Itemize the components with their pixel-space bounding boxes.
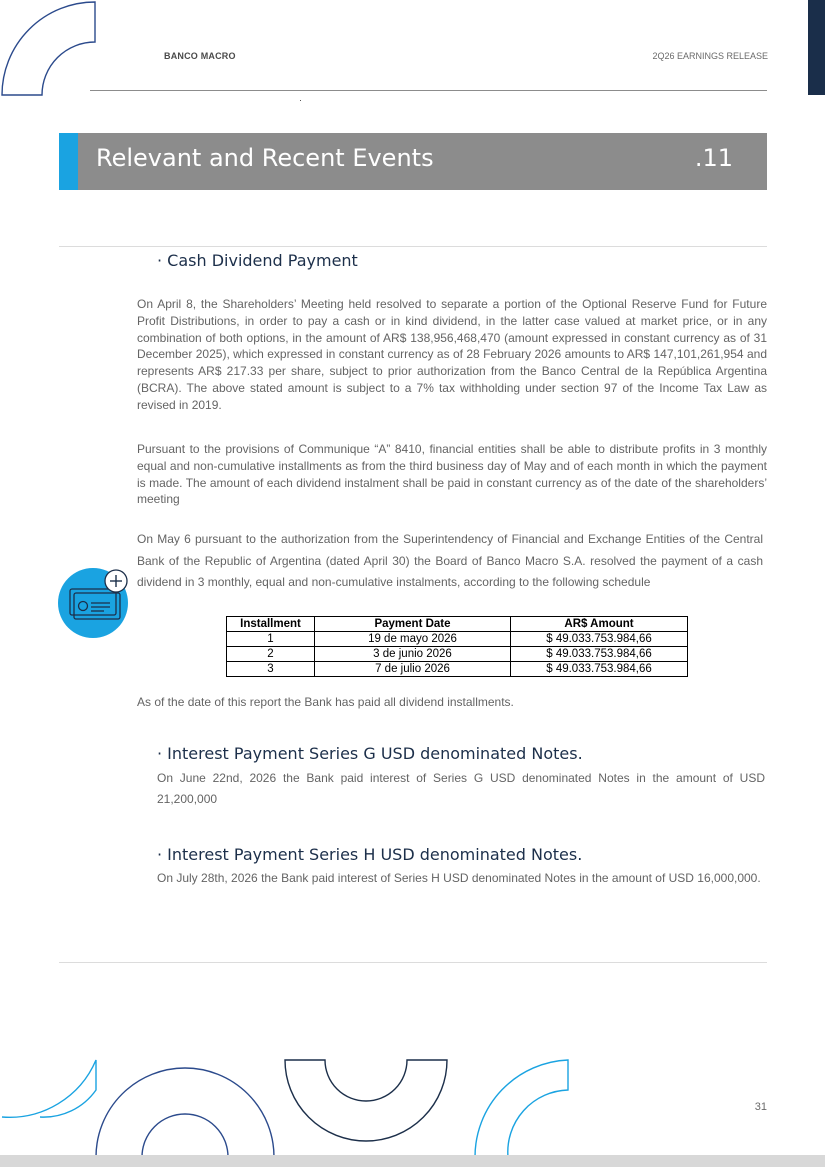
table-header-row	[227, 617, 688, 632]
cash-dividend-icon	[58, 566, 132, 640]
header-payment-date: Payment Date	[315, 617, 511, 632]
banner-title: Relevant and Recent Events	[96, 144, 434, 172]
cell-date: 7 de julio 2026	[315, 662, 511, 677]
content-divider-bottom	[59, 962, 767, 963]
series-g-text: On June 22nd, 2026 the Bank paid interest of Series G USD denominated Notes in the amount of USD 21,200,000	[157, 771, 765, 806]
cell-installment: 3	[227, 662, 315, 677]
dividend-note: As of the date of this report the Bank has paid all dividend installments.	[137, 695, 514, 709]
content-divider-top	[59, 246, 767, 247]
dividend-paragraph-3: On May 6 pursuant to the authorization from the Superintendency of Financial and Exchange Entities of the Central Bank of the Republic of Argentina (dated April 30) the Board of Banco Macro S.A. resolved the payment of a cash dividend in 3 monthly, equal and non-cumulative instalments, according to the following schedule	[137, 532, 763, 589]
series-h-text: On July 28th, 2026 the Bank paid interest of Series H USD denominated Notes in the amount of USD 16,000,000.	[157, 871, 761, 885]
header-installment: Installment	[227, 617, 315, 632]
stray-dot	[300, 100, 301, 101]
dividend-schedule-table	[226, 616, 688, 677]
cell-date: 19 de mayo 2026	[315, 632, 511, 647]
series-h-title: · Interest Payment Series H USD denominated Notes.	[157, 845, 583, 864]
banner-number: .11	[694, 144, 733, 172]
cell-date: 3 de junio 2026	[315, 647, 511, 662]
banner-accent	[59, 133, 78, 190]
cell-amount: $ 49.033.753.984,66	[511, 662, 688, 677]
page-number: 31	[754, 1101, 767, 1113]
dividend-title: · Cash Dividend Payment	[157, 251, 358, 270]
table-row	[227, 647, 688, 662]
footer-bar	[0, 1155, 825, 1167]
cell-installment: 1	[227, 632, 315, 647]
dividend-paragraph-1: On April 8, the Shareholders’ Meeting held resolved to separate a portion of the Optional Reserve Fund for Future Profit Distributions, in order to pay a cash or in kind dividend, in the latter case valued at market price, or in any combination of both options, in the amount of AR$ 138,956,468,470 (amount expressed in constant currency as of 31 December 2025), which expressed in constant currency as of 28 February 2026 amounts to AR$ 147,101,261,954 and represents AR$ 217.33 per share, subject to prior authorization from the Banco Central de la República Argentina (BCRA). The above stated amount is subject to a 7% tax withholding under section 97 of the Income Tax Law as revised in 2019.	[137, 297, 767, 412]
cell-amount: $ 49.033.753.984,66	[511, 647, 688, 662]
header-amount: AR$ Amount	[511, 617, 688, 632]
header-divider	[90, 90, 767, 91]
release-label: 2Q26 EARNINGS RELEASE	[652, 51, 768, 61]
dividend-paragraph-2: Pursuant to the provisions of Communique “A” 8410, financial entities shall be able to distribute profits in 3 monthly equal and non-cumulative installments as from the third business day of May and of each month in which the payment is made. The amount of each dividend instalment shall be paid in constant currency as of the date of the shareholders’ meeting	[137, 442, 767, 507]
cell-installment: 2	[227, 647, 315, 662]
table-row	[227, 662, 688, 677]
header-side-bar	[808, 0, 825, 95]
table-row	[227, 632, 688, 647]
brand-name: BANCO MACRO	[164, 51, 236, 61]
cell-amount: $ 49.033.753.984,66	[511, 632, 688, 647]
series-g-title: · Interest Payment Series G USD denominated Notes.	[157, 744, 583, 763]
